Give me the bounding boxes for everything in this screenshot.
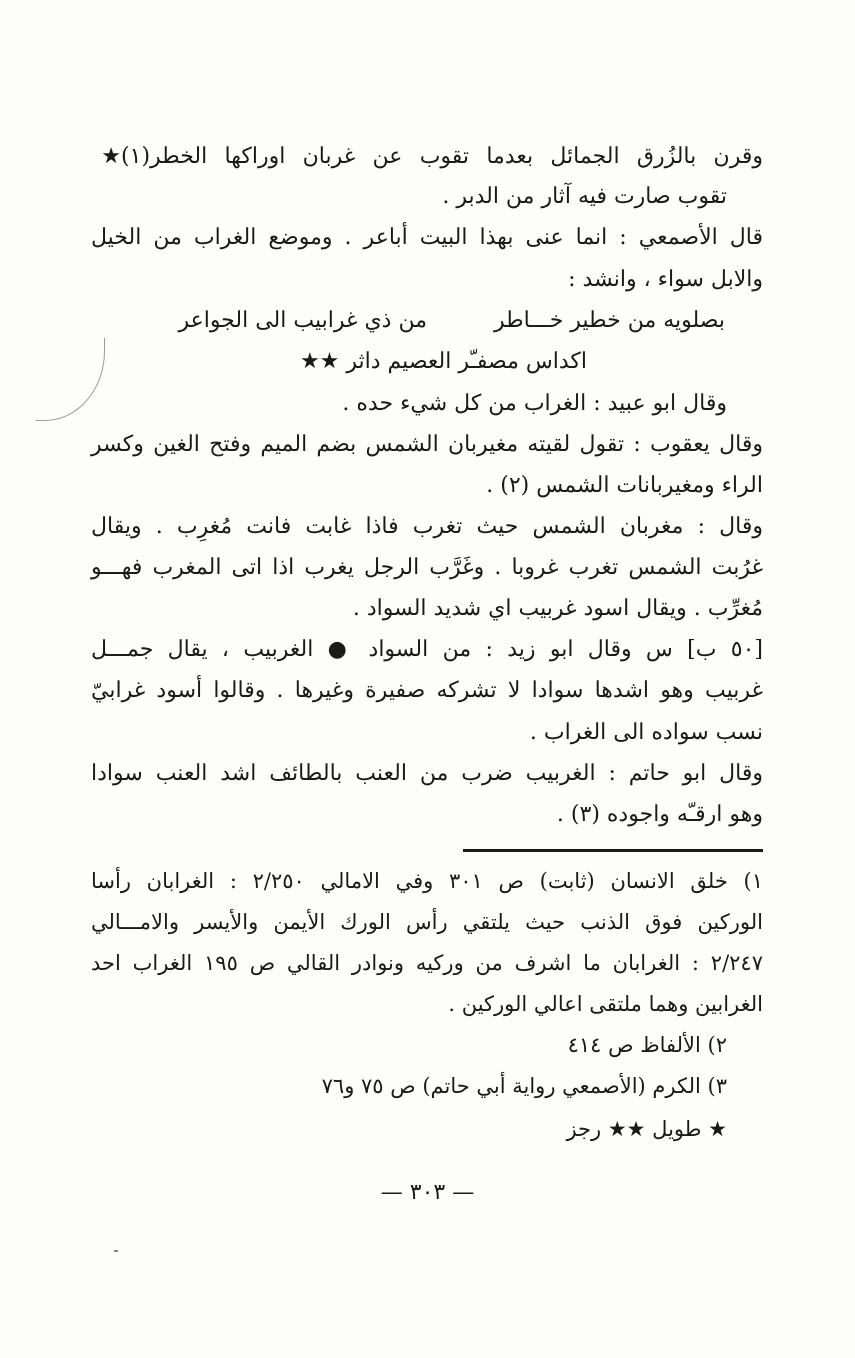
footnote-line-2: الوركين فوق الذنب حيث يلتقي رأس الورك الأيمن والأيسر والامـــالي xyxy=(91,910,763,934)
footnote-line-6: ٣) الكرم (الأصمعي رواية أبي حاتم) ص ٧٥ و٧٦ xyxy=(321,1074,727,1098)
footnote-line-1: ١) خلق الانسان (ثابت) ص ٣٠١ وفي الامالي ٢/٢٥٠ : الغرابان رأسا xyxy=(91,869,763,893)
body-line-3: قال الأصمعي : انما عنى بهذا البيت أباعر . وموضع الغراب من الخيل xyxy=(91,225,763,250)
margin-pencil-mark xyxy=(36,338,105,421)
scan-speck xyxy=(114,1250,118,1252)
body-line-17: وقال ابو حاتم : الغربيب ضرب من العنب بالطائف اشد العنب سوادا xyxy=(91,761,763,786)
verse-hemistich-1: بصلويه من خطير خـــاطر xyxy=(494,308,725,333)
body-line-13: مُغرِّب . ويقال اسود غربيب اي شديد السواد . xyxy=(352,596,763,621)
body-line-1: وقرن بالزُرق الجمائل بعدما تقوب عن غربان اوراكها الخطر(١)★ xyxy=(91,144,763,169)
body-line-4: والابل سواء ، وانشد : xyxy=(568,267,763,292)
footnote-line-4: الغرابين وهما ملتقى اعالي الوركين . xyxy=(448,992,763,1016)
verse-line-3: اكداس مصفـّر العصيم داثر ★★ xyxy=(299,349,587,374)
body-line-18: وهو ارقـّه واجوده (٣) . xyxy=(556,802,763,827)
page-number: — ٣٠٣ — xyxy=(380,1180,475,1205)
body-line-15: غربيب وهو اشدها سوادا لا تشركه صفيرة وغيرها . وقالوا أسود غرابيّ xyxy=(91,678,763,703)
body-line-8: وقال ابو عبيد : الغراب من كل شيء حده . xyxy=(342,391,727,416)
body-line-14: [٥٠ ب] س وقال ابو زيد : من السواد ● الغربيب ، يقال جمـــل xyxy=(91,637,763,662)
body-line-9: وقال يعقوب : تقول لقيته مغيربان الشمس بضم الميم وفتح الغين وكسر xyxy=(91,432,763,457)
body-line-16: نسب سواده الى الغراب . xyxy=(529,720,763,745)
meter-legend: ★ طويل ★★ رجز xyxy=(566,1117,727,1141)
verse-hemistich-2: من ذي غرابيب الى الجواعر xyxy=(178,308,427,333)
footnote-divider xyxy=(463,849,763,852)
footnote-line-3: ٢/٢٤٧ : الغرابان ما اشرف من وركيه ونوادر القالي ص ١٩٥ الغراب احد xyxy=(91,951,763,975)
body-line-2: تقوب صارت فيه آثار من الدبر . xyxy=(442,184,727,209)
body-line-12: غرُبت الشمس تغرب غروبا . وغَرَّب الرجل يغرب اذا اتى المغرب فهـــو xyxy=(91,555,763,580)
footnote-line-5: ٢) الألفاظ ص ٤١٤ xyxy=(567,1033,727,1057)
body-line-10: الراء ومغيربانات الشمس (٢) . xyxy=(486,473,763,498)
body-line-11: وقال : مغربان الشمس حيث تغرب فاذا غابت فانت مُغرِب . ويقال xyxy=(91,514,763,539)
